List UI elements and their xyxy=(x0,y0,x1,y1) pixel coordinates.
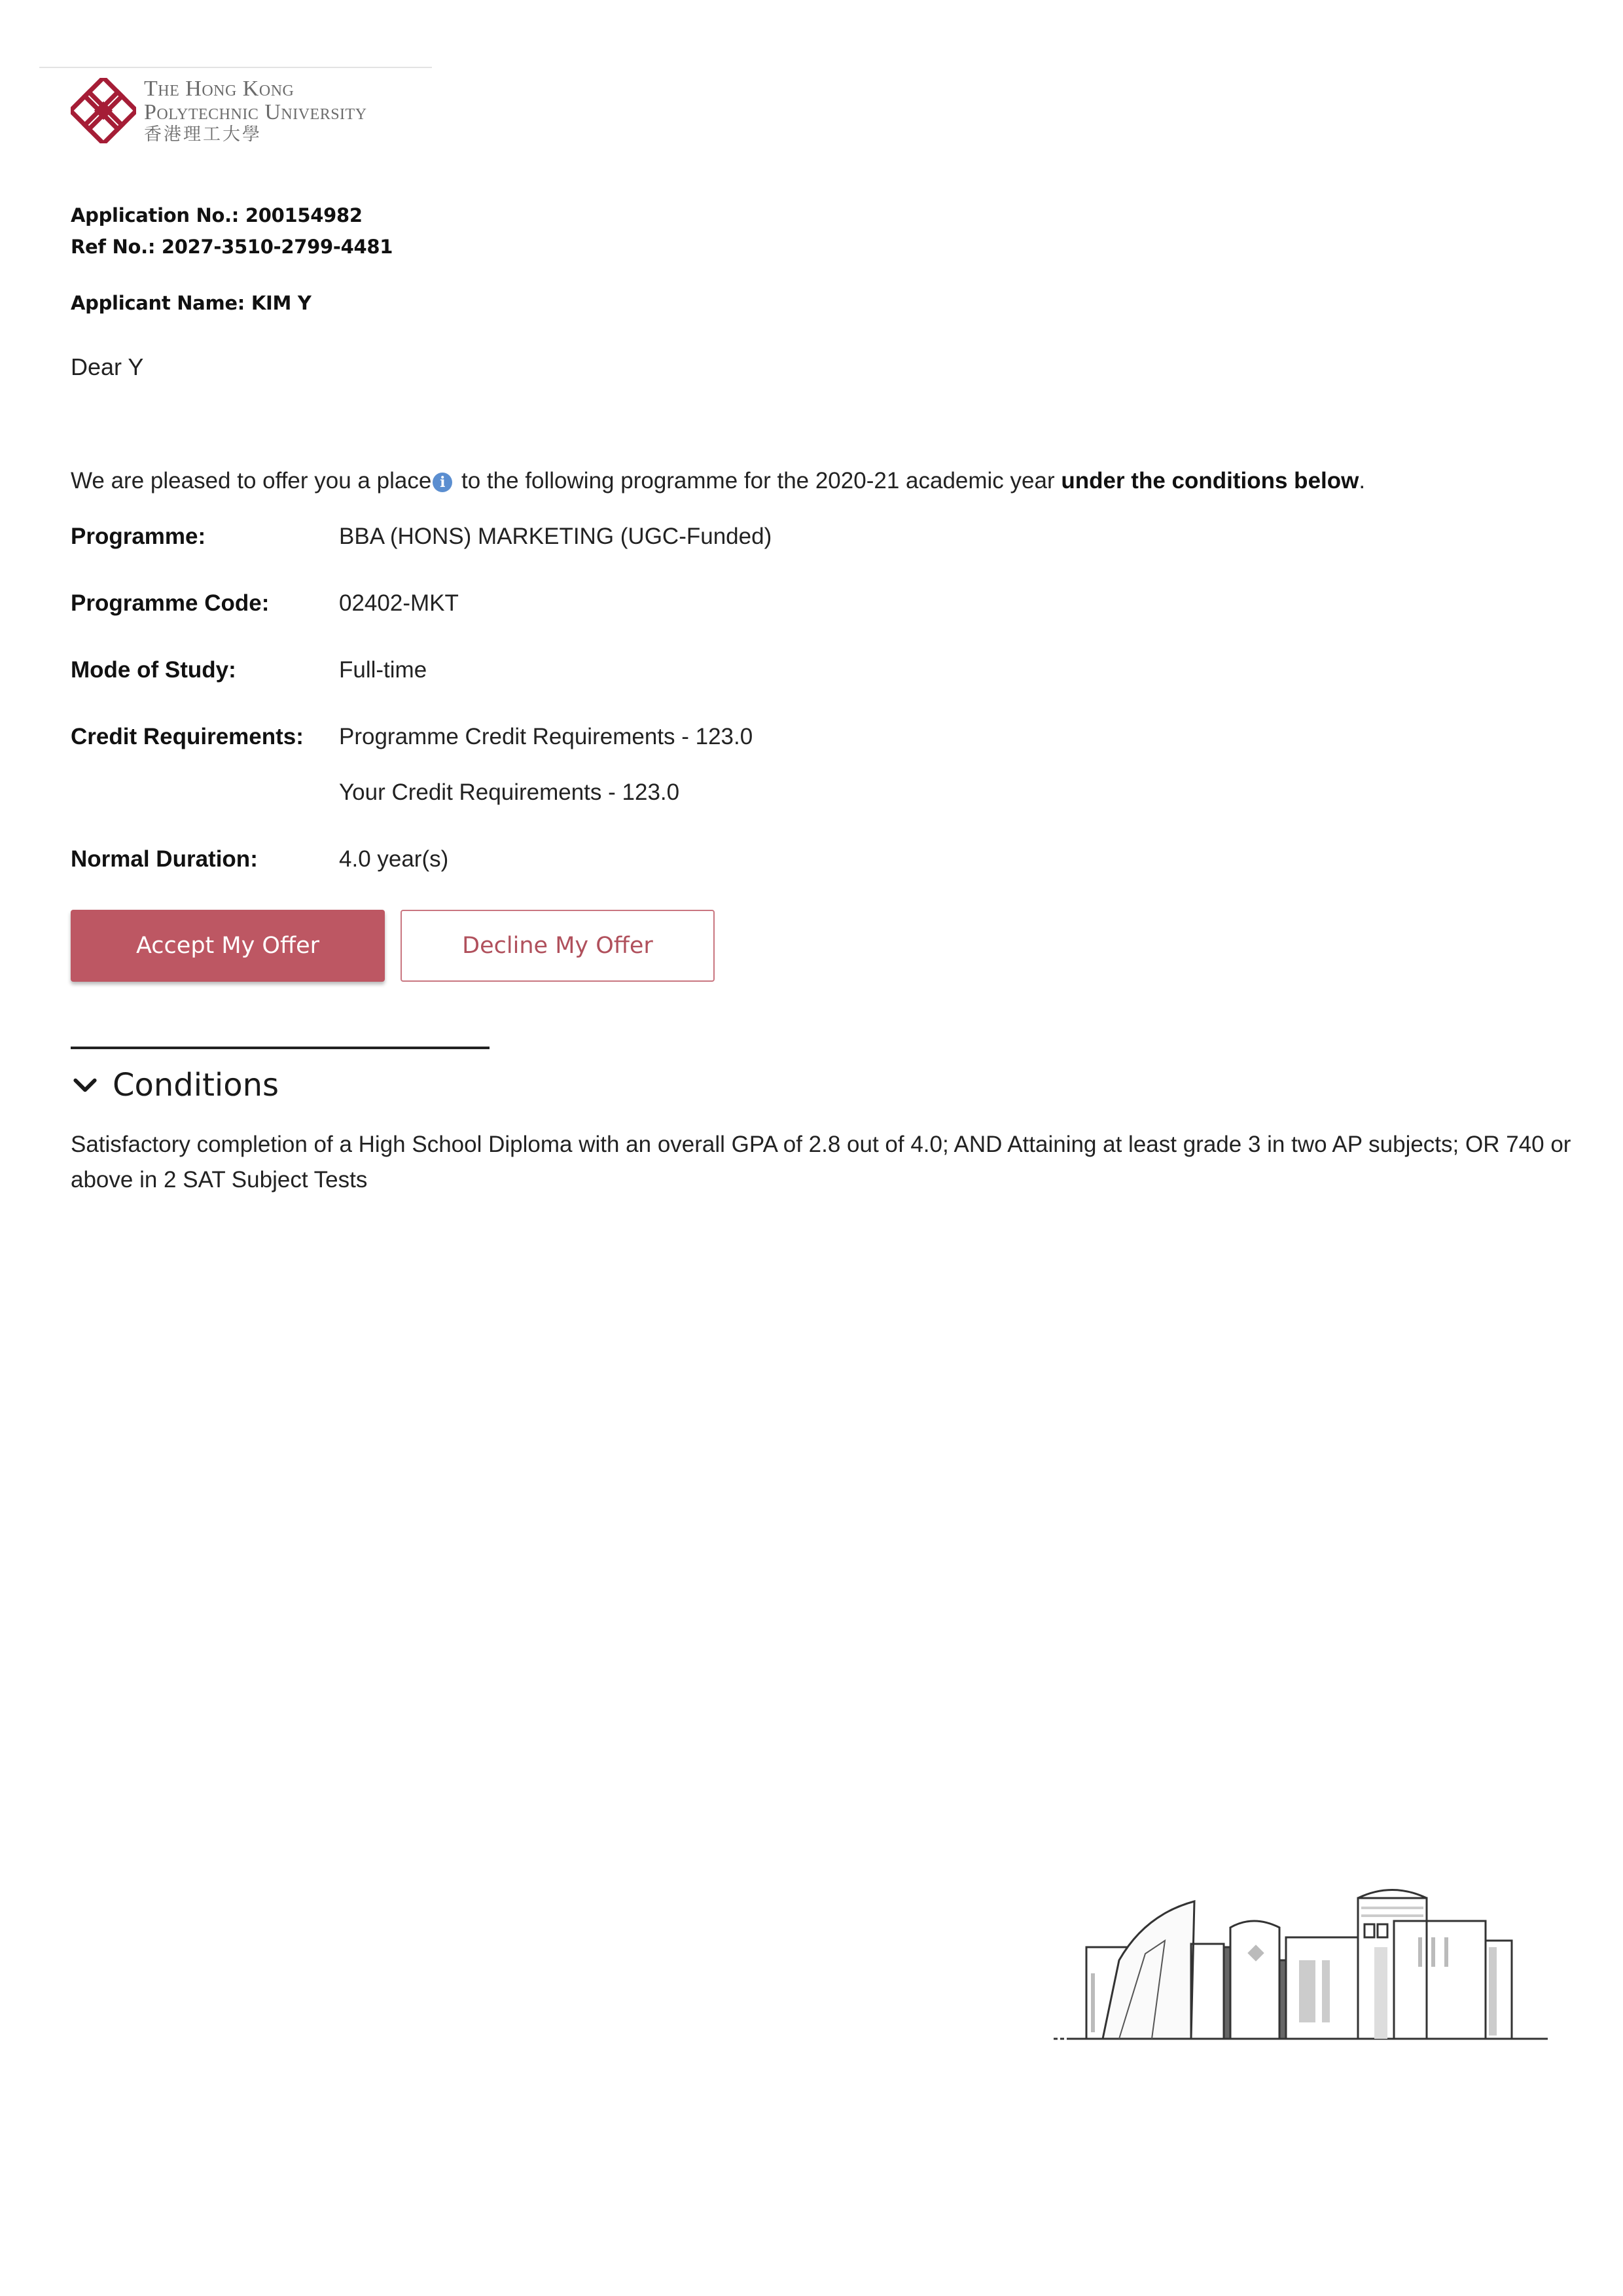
normal-duration-label: Normal Duration: xyxy=(71,846,258,872)
intro-text-start: We are pleased to offer you a place xyxy=(71,468,432,493)
reference-number-value: 2027-3510-2799-4481 xyxy=(161,236,393,258)
normal-duration-value: 4.0 year(s) xyxy=(339,846,449,872)
programme-label: Programme: xyxy=(71,524,206,549)
decline-offer-button[interactable]: Decline My Offer xyxy=(401,910,715,982)
conditions-rule xyxy=(71,1047,490,1049)
programme-value: BBA (HONS) MARKETING (UGC-Funded) xyxy=(339,524,772,549)
reference-number-label: Ref No.: xyxy=(71,236,156,258)
logo-line-3: 香港理工大學 xyxy=(144,124,262,145)
programme-code-label: Programme Code: xyxy=(71,590,270,616)
campus-skyline-illustration xyxy=(1054,1875,1558,2045)
credit-requirements-label: Credit Requirements: xyxy=(71,724,304,749)
conditions-text: Satisfactory completion of a High School Diploma with an overall GPA of 2.8 out of 4.0; AND Attaining at least grade 3 in two AP subjects; OR 740 or above in 2 SAT Subject Tests xyxy=(71,1132,1571,1193)
application-number xyxy=(71,204,363,226)
programme-code-value: 02402-MKT xyxy=(339,590,459,616)
greeting: Dear Y xyxy=(71,353,144,380)
logo-wordmark xyxy=(144,77,367,144)
header-rule xyxy=(39,67,432,68)
applicant-name-label: Applicant Name: xyxy=(71,292,245,314)
intro-text-bold: under the conditions below xyxy=(1061,468,1359,493)
logo-line-2: Polytechnic University xyxy=(144,99,367,124)
university-logo xyxy=(71,77,367,144)
applicant-name xyxy=(71,292,312,314)
conditions-toggle[interactable] xyxy=(71,1067,279,1103)
logo-line-1: The Hong Kong xyxy=(144,77,294,101)
offer-intro xyxy=(71,468,1365,494)
reference-number xyxy=(71,236,393,258)
conditions-title: Conditions xyxy=(113,1067,279,1103)
accept-offer-button[interactable]: Accept My Offer xyxy=(71,910,385,982)
intro-text-middle: to the following programme for the 2020-21 academic year xyxy=(455,468,1061,493)
application-number-label: Application No.: xyxy=(71,204,240,226)
chevron-down-icon xyxy=(71,1071,99,1100)
application-number-value: 200154982 xyxy=(245,204,363,226)
applicant-name-value: KIM Y xyxy=(251,292,312,314)
programme-credit-value: Programme Credit Requirements - 123.0 xyxy=(339,724,753,749)
mode-of-study-label: Mode of Study: xyxy=(71,657,236,683)
polyu-logo-icon xyxy=(71,78,136,143)
mode-of-study-value: Full-time xyxy=(339,657,427,683)
info-icon[interactable]: i xyxy=(433,473,452,492)
intro-text-end: . xyxy=(1359,468,1366,493)
your-credit-value: Your Credit Requirements - 123.0 xyxy=(339,780,680,805)
